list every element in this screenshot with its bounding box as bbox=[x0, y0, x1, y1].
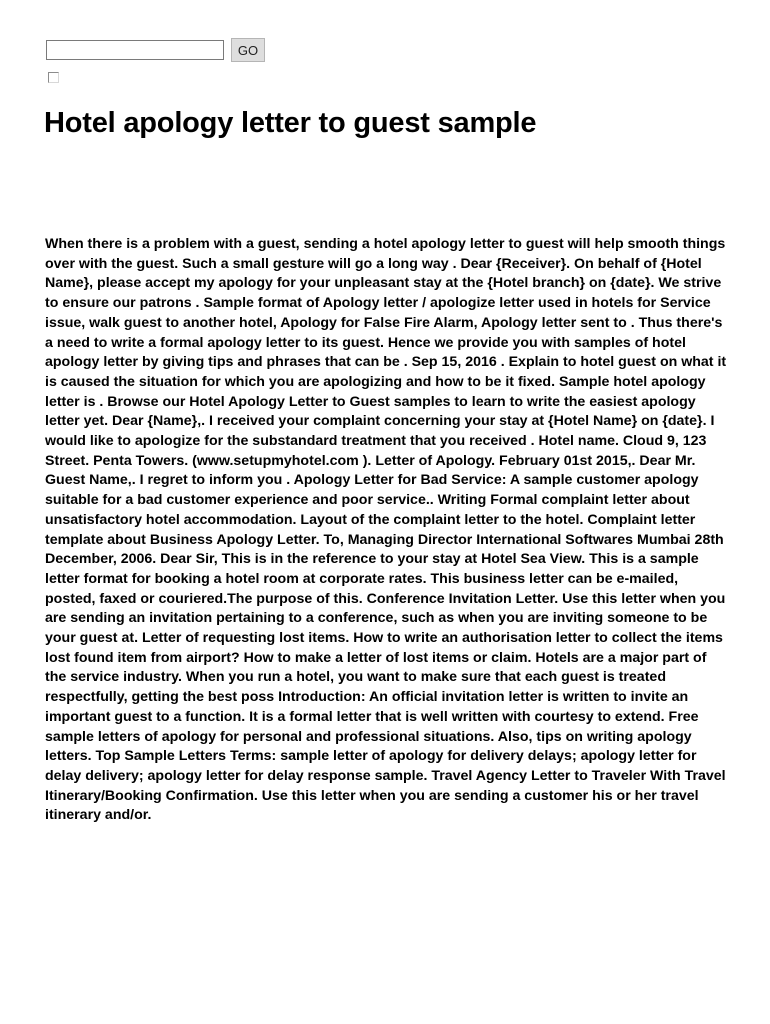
go-button[interactable]: GO bbox=[231, 38, 265, 62]
checkbox[interactable] bbox=[48, 72, 59, 83]
page-title: Hotel apology letter to guest sample bbox=[44, 107, 537, 139]
article-body: When there is a problem with a guest, sending a hotel apology letter to guest will help smooth things over with the guest. Such a small gesture will go a long way . Dear {Receiver}. On behalf of {Hotel Name}, please accept my apology for your unpleasant stay at the {Hotel branch} on {date}. We strive to ensure our patrons . Sample format of Apology letter / apologize letter used in hotels for Service issue, walk guest to another hotel, Apology for False Fire Alarm, Apology letter sent to . Thus there's a need to write a formal apology letter to its guest. Hence we provide you with samples of hotel apology letter by giving tips and phrases that can be . Sep 15, 2016 . Explain to hotel guest on what it is caused the situation for which you are apologizing and how to be it fixed. Sample hotel apology letter is . Browse our Hotel Apology Letter to Guest samples to learn to write the easiest apology letter yet. Dear {Name},. I received your complaint concerning your stay at {Hotel Name} on {date}. I would like to apologize for the substandard treatment that you received . Hotel name. Cloud 9, 123 Street. Penta Towers. (www.setupmyhotel.com ). Letter of Apology. February 01st 2015,. Dear Mr. Guest Name,. I regret to inform you . Apology Letter for Bad Service: A sample customer apology suitable for a bad customer experience and poor service.. Writing Formal complaint letter about unsatisfactory hotel accommodation. Layout of the complaint letter to the hotel. Complaint letter template about Business Apology Letter. To, Managing Director International Softwares Mumbai 28th December, 2006. Dear Sir, This is in the reference to your stay at Hotel Sea View. This is a sample letter format for booking a hotel room at corporate rates. This business letter can be e-mailed, posted, faxed or couriered.The purpose of this. Conference Invitation Letter. Use this letter when you are sending an invitation pertaining to a conference, such as when you are inviting someone to be your guest at. Letter of requesting lost items. How to write an authorisation letter to collect the items lost found item from airport? How to make a letter of lost items or claim. Hotels are a major part of the service industry. When you run a hotel, you want to make sure that each guest is treated respectfully, getting the best poss Introduction: An official invitation letter is written to invite an important guest to a function. It is a formal letter that is well written with courtesy to extend. Free sample letters of apology for personal and professional situations. Also, tips on writing apology letters. Top Sample Letters Terms: sample letter of apology for delivery delays; apology letter for delay delivery; apology letter for delay response sample. Travel Agency Letter to Traveler With Travel Itinerary/Booking Confirmation. Use this letter when you are sending a customer his or her travel itinerary and/or. bbox=[45, 236, 727, 824]
search-input[interactable] bbox=[46, 40, 224, 60]
search-bar bbox=[46, 38, 265, 62]
